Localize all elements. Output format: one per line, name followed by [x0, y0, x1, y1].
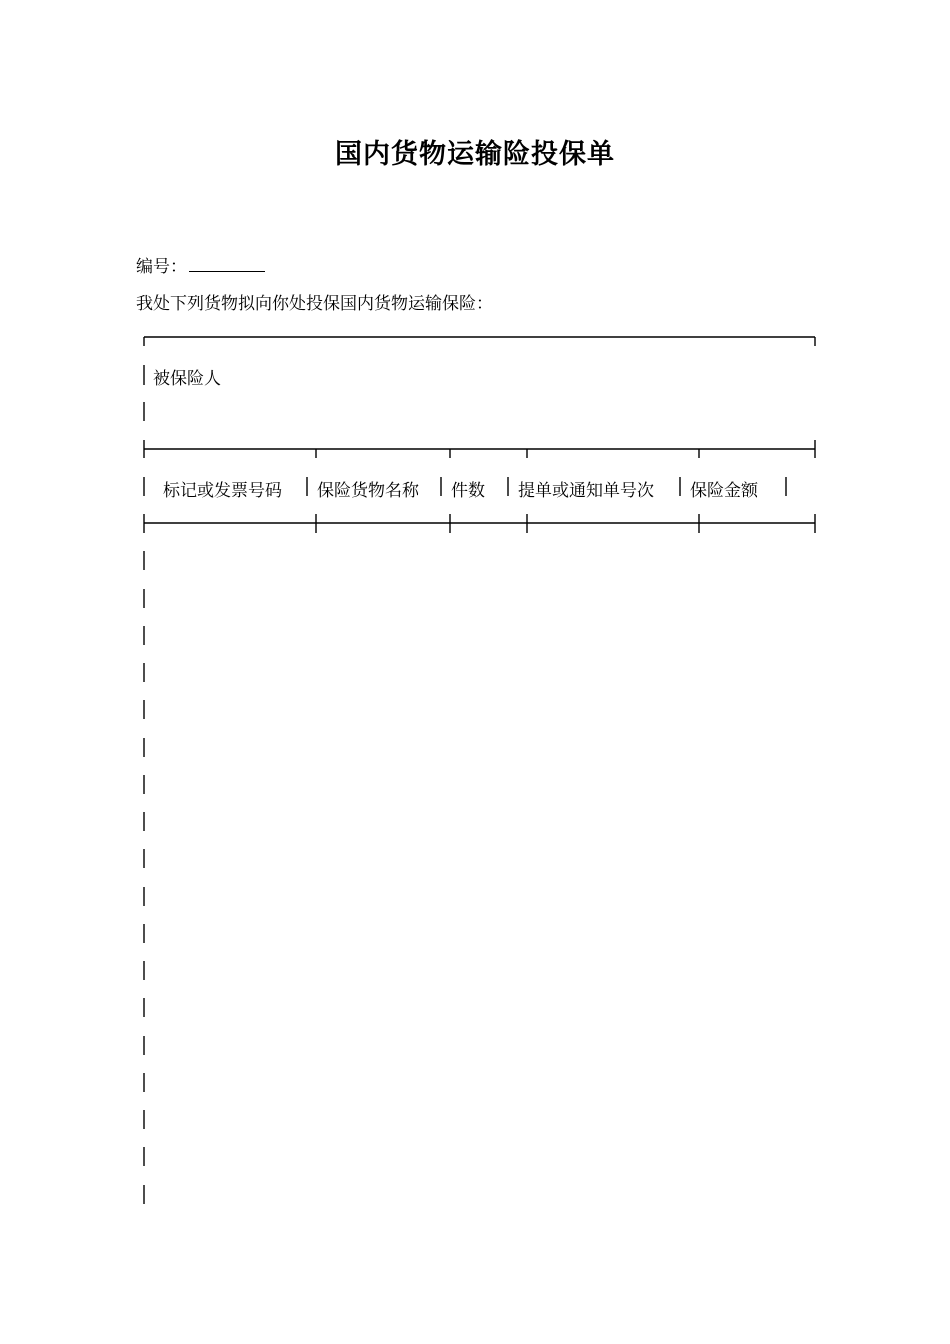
column-header-quantity: 件数	[451, 481, 485, 501]
column-header-goods-name: 保险货物名称	[317, 481, 419, 501]
column-header-insured-amount: 保险金额	[690, 481, 758, 501]
serial-number-label: 编号：	[136, 257, 187, 277]
insured-label: 被保险人	[153, 369, 221, 389]
column-header-bill-number: 提单或通知单号次	[518, 481, 654, 501]
document-title: 国内货物运输险投保单	[335, 139, 615, 170]
intro-statement: 我处下列货物拟向你处投保国内货物运输保险：	[136, 294, 493, 314]
column-header-marks-invoice: 标记或发票号码	[163, 481, 282, 501]
